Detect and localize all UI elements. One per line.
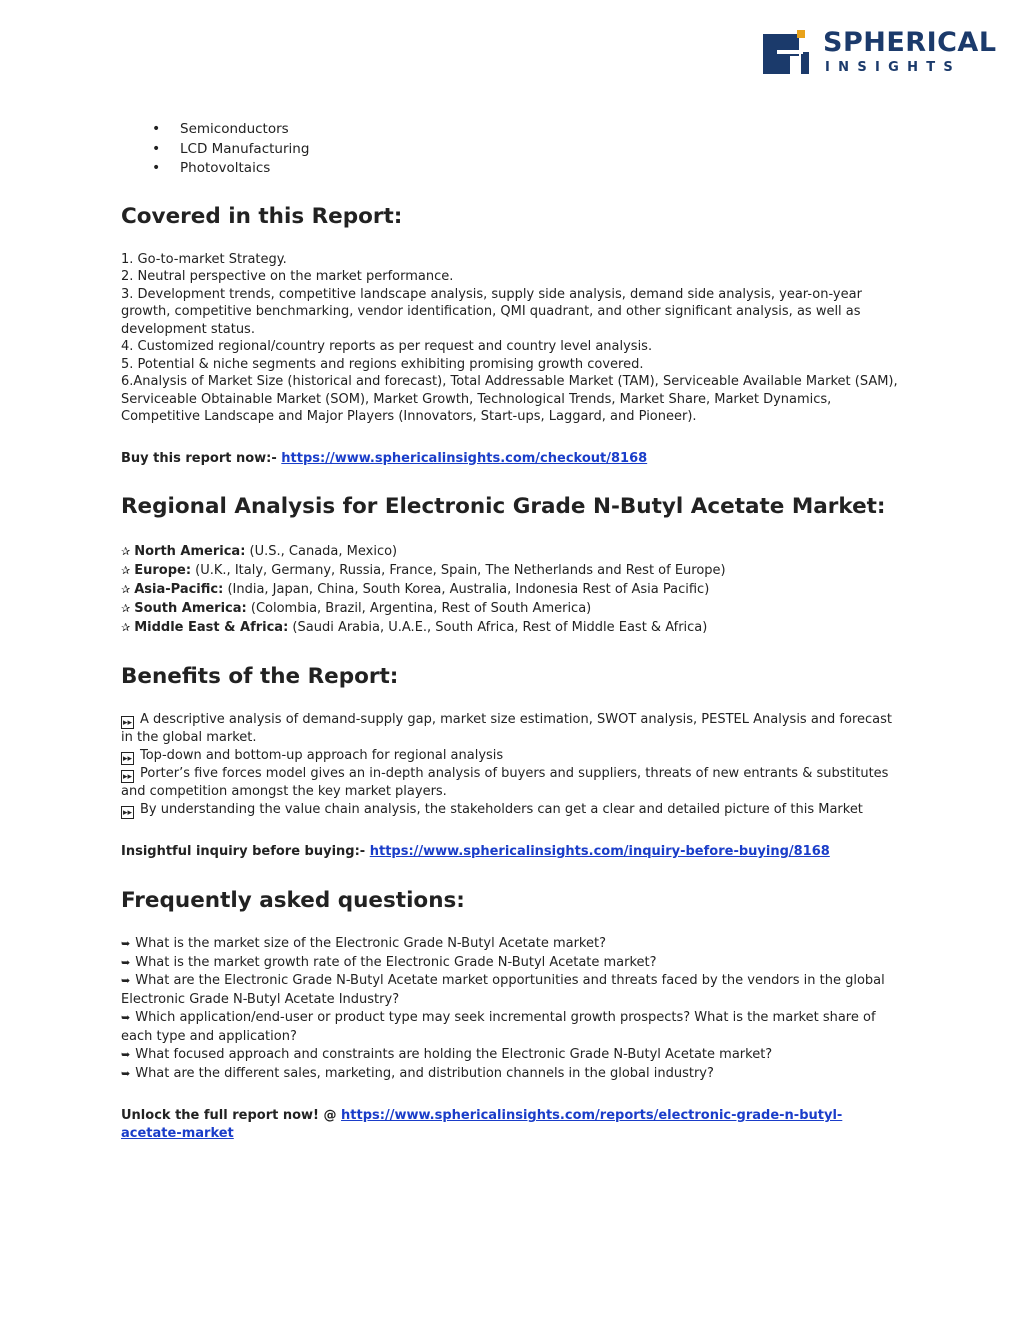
list-item [121, 765, 901, 801]
star-icon: ✰ [121, 564, 131, 577]
star-icon: ✰ [121, 545, 131, 558]
region-countries: (Colombia, Brazil, Argentina, Rest of South America) [250, 601, 592, 616]
region-countries: (India, Japan, China, South Korea, Australia, Indonesia Rest of Asia Pacific) [227, 582, 710, 597]
faq-text: What is the market size of the Electronic Grade N-Butyl Acetate market? [135, 936, 606, 951]
bullet-dot-icon: • [152, 121, 161, 137]
faq-list [121, 935, 901, 1083]
buy-report-line [121, 450, 901, 468]
list-item [121, 580, 901, 599]
faq-text: What are the different sales, marketing, and distribution channels in the global industry? [135, 1065, 714, 1081]
benefit-text: Porter’s five forces model gives an in-depth analysis of buyers and suppliers, threats of new entrants & substitutes and competition amongst the key market players. [121, 766, 889, 799]
region-countries: (Saudi Arabia, U.A.E., South Africa, Rest of Middle East & Africa) [292, 620, 708, 635]
unlock-label: Unlock the full report now! @ [121, 1108, 342, 1123]
star-icon: ✰ [121, 583, 131, 596]
star-icon: ✰ [121, 621, 131, 634]
faq-text: What are the Electronic Grade N-Butyl Acetate market opportunities and threats faced by the vendors in the global Electronic Grade N-Butyl Acetate Industry? [121, 973, 885, 1007]
arrow-icon: ➥ [121, 955, 131, 969]
list-item [121, 120, 901, 140]
arrow-icon: ➥ [121, 1011, 131, 1024]
benefit-text: By understanding the value chain analysis, the stakeholders can get a clear and detailed picture of this Market [140, 802, 863, 817]
list-item: 4. Customized regional/country reports as per request and country level analysis. [121, 339, 653, 354]
inquiry-label: Insightful inquiry before buying:- [121, 844, 370, 859]
list-item-text: LCD Manufacturing [180, 140, 310, 157]
region-name: Europe: [134, 563, 192, 578]
list-item: 3. Development trends, competitive landscape analysis, supply side analysis, demand side analysis, year-on-year growth, competitive benchmarking, vendor identification, QMI quadrant, and other significant analysis, as well as development status. [121, 286, 862, 337]
arrow-icon: ➥ [121, 1048, 131, 1061]
fast-forward-icon: ▸▸ [122, 808, 133, 818]
inquiry-link[interactable]: https://www.sphericalinsights.com/inquiry-before-buying/8168 [369, 844, 830, 859]
region-name: Middle East & Africa: [134, 620, 289, 635]
regional-heading: Regional Analysis for Electronic Grade N-Butyl Acetate Market: [121, 494, 886, 519]
buy-label: Buy this report now:- [121, 450, 282, 466]
faq-heading: Frequently asked questions: [121, 888, 465, 913]
list-item [121, 140, 901, 160]
benefit-text: Top-down and bottom-up approach for regional analysis [140, 748, 504, 763]
region-countries: (U.S., Canada, Mexico) [249, 544, 398, 559]
list-item [121, 561, 901, 580]
list-item [121, 542, 901, 561]
fast-forward-icon: ▸▸ [122, 718, 133, 728]
arrow-icon: ➥ [121, 974, 131, 987]
document-body [121, 120, 901, 1143]
list-item [121, 711, 901, 747]
list-item [121, 954, 901, 973]
list-item [121, 801, 901, 819]
region-countries: (U.K., Italy, Germany, Russia, France, Spain, The Netherlands and Rest of Europe) [195, 563, 726, 578]
unlock-line [121, 1107, 901, 1143]
list-item [121, 972, 901, 1009]
arrow-icon: ➥ [121, 937, 131, 950]
list-item [121, 1046, 901, 1065]
logo-mark-icon [763, 30, 813, 76]
faq-text: What is the market growth rate of the Electronic Grade N-Butyl Acetate market? [135, 954, 657, 970]
arrow-icon: ➥ [121, 1066, 131, 1080]
list-item [121, 1009, 901, 1046]
list-item: 5. Potential & niche segments and regions exhibiting promising growth covered. [121, 356, 644, 372]
bullet-dot-icon: • [152, 160, 161, 176]
list-item-text: Photovoltaics [180, 160, 271, 176]
list-item: 6.Analysis of Market Size (historical and forecast), Total Addressable Market (TAM), Serviceable Available Market (SAM), Serviceable Obtainable Market (SOM), Market Growth, Technological Trends, Market Share, Market Dynamics, Competitive Landscape and Major Players (Innovators, Start-ups, Laggard, and Pioneer). [121, 374, 898, 424]
benefits-heading: Benefits of the Report: [121, 664, 399, 689]
bullet-dot-icon: • [152, 140, 161, 157]
inquiry-line [121, 843, 901, 861]
application-bullet-list [121, 120, 901, 179]
report-link[interactable]: https://www.sphericalinsights.com/reports/electronic-grade-n-butyl-acetate-market [121, 1108, 843, 1141]
list-item [121, 1065, 901, 1084]
list-item [121, 599, 901, 618]
region-name: South America: [134, 601, 247, 616]
logo-wordmark-secondary: INSIGHTS [825, 60, 962, 75]
region-name: North America: [134, 544, 246, 559]
list-item: 2. Neutral perspective on the market performance. [121, 269, 454, 284]
benefits-list [121, 711, 901, 819]
faq-text: What focused approach and constraints are holding the Electronic Grade N-Butyl Acetate market? [135, 1047, 773, 1062]
logo-wordmark-primary: SPHERICAL [823, 27, 997, 58]
list-item [121, 935, 901, 954]
covered-heading: Covered in this Report: [121, 203, 403, 229]
faq-text: Which application/end-user or product type may seek incremental growth prospects? What is the market share of each type and application? [121, 1010, 876, 1044]
list-item: 1. Go-to-market Strategy. [121, 251, 287, 267]
list-item [121, 159, 901, 179]
checkout-link[interactable]: https://www.sphericalinsights.com/checkout/8168 [281, 450, 648, 466]
benefit-text: A descriptive analysis of demand-supply gap, market size estimation, SWOT analysis, PESTEL Analysis and forecast in the global market. [121, 712, 893, 745]
star-icon: ✰ [121, 602, 131, 615]
list-item [121, 618, 901, 637]
region-name: Asia-Pacific: [134, 582, 224, 597]
fast-forward-icon: ▸▸ [122, 772, 133, 782]
region-list [121, 542, 901, 637]
list-item [121, 747, 901, 765]
fast-forward-icon: ▸▸ [122, 754, 133, 764]
covered-list [121, 251, 901, 426]
spherical-insights-logo [763, 27, 997, 80]
list-item-text: Semiconductors [180, 121, 289, 137]
